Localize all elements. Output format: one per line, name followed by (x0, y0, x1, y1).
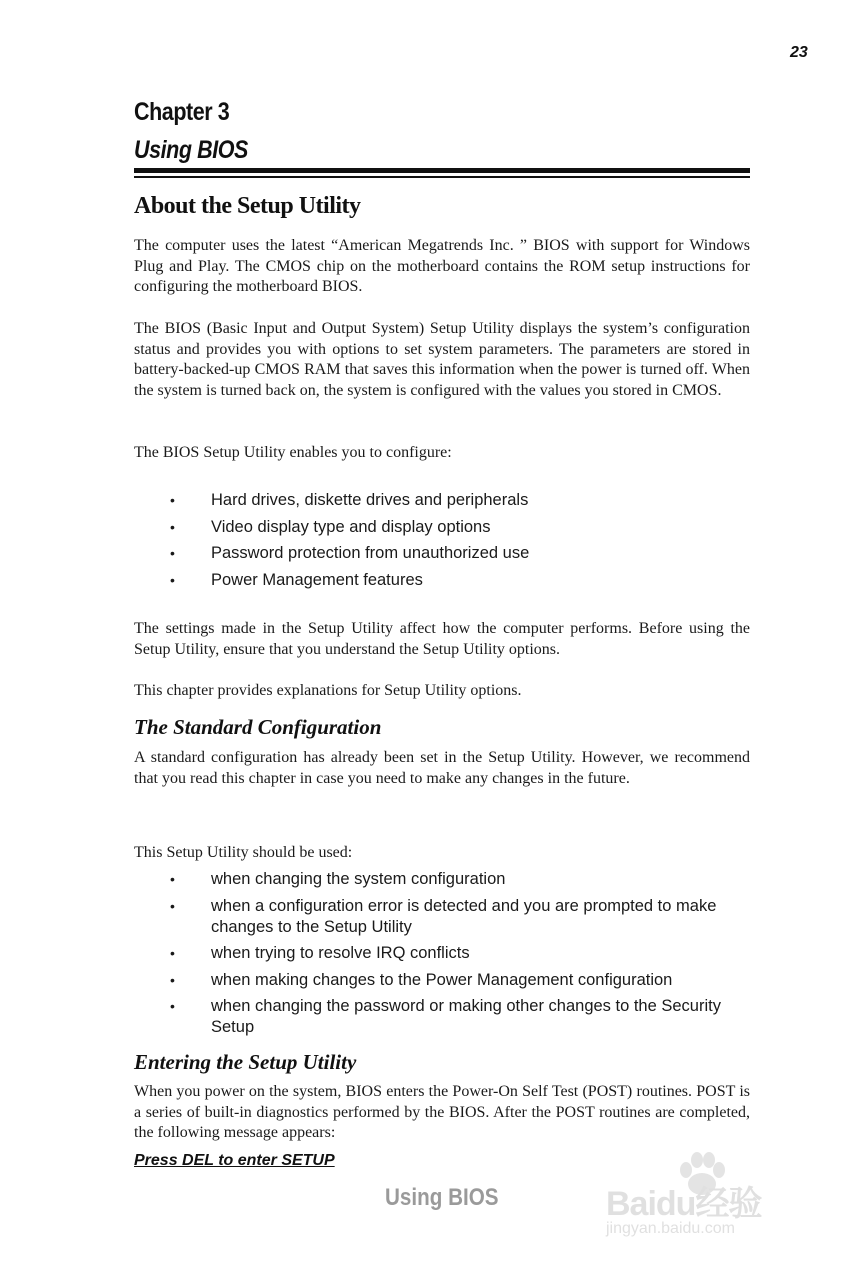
press-del-message: Press DEL to enter SETUP (134, 1152, 335, 1169)
section-heading-about: About the Setup Utility (134, 193, 361, 219)
bullet-icon: • (170, 998, 175, 1014)
footer-title: Using BIOS (385, 1184, 499, 1211)
bullet-icon: • (170, 492, 175, 508)
standard-paragraph-1: A standard configuration has already been set in the Setup Utility. However, we recommend that you read this chapter in case you need to make any changes in the future. (134, 749, 750, 787)
list-item (134, 943, 750, 964)
list-item-text: when changing the system configuration (211, 870, 506, 888)
entering-paragraph-1: When you power on the system, BIOS enters the Power-On Self Test (POST) routines. POST is a series of built-in diagnostics performed by the BIOS. After the POST routines are completed, the following message appears: (134, 1083, 750, 1142)
list-item-text: Power Management features (211, 570, 423, 589)
watermark-logo: Baidu经验 (606, 1185, 762, 1223)
about-paragraph-2: The BIOS (Basic Input and Output System) Setup Utility displays the system’s configuration status and provides you with options to set system parameters. The parameters are stored in battery-backed-up CMOS RAM that saves this information when the power is turned off. When the system is turned back on, the system is configured with the values you stored in CMOS. (134, 320, 750, 400)
about-paragraph-5: This chapter provides explanations for Setup Utility options. (134, 682, 522, 699)
chapter-rule-thick (134, 168, 750, 173)
list-item-text: Video display type and display options (211, 517, 491, 536)
list-item (134, 570, 750, 591)
about-paragraph-3: The BIOS Setup Utility enables you to configure: (134, 444, 452, 461)
usage-list (134, 869, 750, 1038)
list-item-text: when a configuration error is detected and you are prompted to make changes to the Setup Utility (211, 896, 717, 936)
standard-paragraph-2: This Setup Utility should be used: (134, 844, 353, 861)
list-item-text: when changing the password or making other changes to the Security Setup (211, 997, 721, 1036)
chapter-rule-thin (134, 176, 750, 178)
bullet-icon: • (170, 871, 175, 887)
chapter-label: Chapter 3 (134, 98, 230, 126)
section-heading-entering: Entering the Setup Utility (134, 1050, 357, 1074)
bullet-icon: • (170, 897, 175, 914)
bullet-icon: • (170, 971, 175, 988)
list-item-text: when trying to resolve IRQ conflicts (211, 944, 470, 962)
list-item (134, 543, 750, 564)
list-item (134, 996, 750, 1038)
bullet-icon: • (170, 945, 175, 961)
list-item-text: Hard drives, diskette drives and peripherals (211, 491, 529, 509)
list-item (134, 970, 750, 991)
about-paragraph-1: The computer uses the latest “American Megatrends Inc. ” BIOS with support for Windows Plug and Play. The CMOS chip on the motherboard contains the ROM setup instructions for configuring the motherboard BIOS. (134, 237, 750, 296)
configure-list (134, 490, 750, 591)
watermark-url: jingyan.baidu.com (606, 1220, 735, 1237)
list-item (134, 490, 750, 511)
chapter-title: Using BIOS (134, 136, 248, 164)
bullet-icon: • (170, 545, 175, 561)
baidu-watermark (600, 1150, 820, 1250)
about-paragraph-4: The settings made in the Setup Utility affect how the computer performs. Before using the Setup Utility, ensure that you understand the Setup Utility options. (134, 620, 750, 658)
list-item-text: when making changes to the Power Management configuration (211, 970, 673, 989)
bullet-icon: • (170, 571, 175, 588)
list-item (134, 517, 750, 538)
bullet-icon: • (170, 518, 175, 535)
list-item (134, 869, 750, 890)
section-heading-standard: The Standard Configuration (134, 715, 382, 739)
list-item-text: Password protection from unauthorized use (211, 544, 530, 562)
list-item (134, 896, 750, 938)
page-number: 23 (790, 44, 808, 61)
